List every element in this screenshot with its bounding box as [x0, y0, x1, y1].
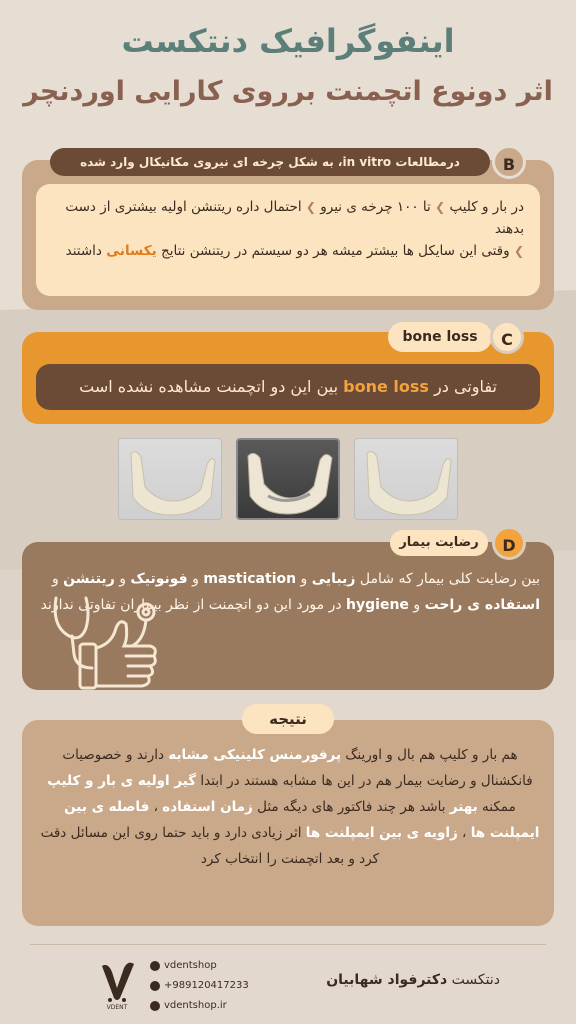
- section-b-text: وقتی این سایکل ها بیشتر میشه هر دو سیستم در ریتنشن نتایج: [161, 243, 510, 259]
- footer-contacts: [150, 956, 260, 1016]
- chevron-left-icon: ❯: [435, 200, 446, 214]
- section-d-letter-badge: D: [492, 526, 526, 560]
- chevron-left-icon: ❯: [305, 200, 316, 214]
- section-c-letter-badge: C: [490, 320, 524, 354]
- section-b-line-2: [52, 240, 524, 262]
- section-d-text: و: [300, 571, 308, 587]
- conclusion-highlight: زمان استفاده: [162, 799, 253, 815]
- section-b-text: تا ۱۰۰ چرخه ی نیرو: [320, 199, 431, 215]
- contact-row-telegram[interactable]: [150, 956, 260, 976]
- section-b-text: در بار و کلیپ: [449, 199, 524, 215]
- section-d-text: بین رضایت کلی بیمار که شامل: [359, 571, 540, 587]
- section-b-highlight: یکسانی: [106, 243, 157, 259]
- phone-number[interactable]: +989120417233: [164, 980, 249, 991]
- section-b-text: احتمال داره ریتنشن اولیه بیشتری از دست بدهند: [65, 199, 524, 237]
- brand-name: دنتکست: [451, 972, 500, 988]
- section-b-content: [36, 184, 540, 296]
- section-c-highlight: bone loss: [343, 377, 429, 396]
- mandible-icon: [118, 439, 221, 520]
- section-c-text: بین این دو اتچمنت مشاهده نشده است: [79, 377, 339, 396]
- conclusion-highlight: فاصله ی بین ایمپلنت ها: [64, 799, 540, 841]
- section-b-letter-badge: B: [492, 145, 526, 179]
- page-subtitle: اثر دونوع اتچمنت برروی کارایی اوردنچر: [23, 76, 553, 107]
- section-c-text: تفاوتی در: [434, 377, 497, 396]
- section-c-heading: bone loss: [388, 322, 492, 352]
- conclusion-text: اثر زیادی دارد و باید حتما روی این مسائل دقت کرد و بعد اتچمنت را انتخاب کرد: [40, 825, 380, 867]
- mandible-with-bar-icon: [236, 440, 338, 520]
- logo-caption: VDENT: [106, 1004, 128, 1011]
- author-name: دکترفواد شهابیان: [326, 972, 448, 988]
- section-c-content: [36, 364, 540, 410]
- page-title: اینفوگرافیک دنتکست: [121, 22, 455, 60]
- section-d-bold: hygiene: [346, 597, 409, 613]
- conclusion-highlight: زاویه ی بین ایمپلنت ها: [305, 825, 458, 841]
- conclusion-highlight: بهتر: [449, 799, 478, 815]
- telegram-handle[interactable]: vdentshop: [164, 960, 217, 971]
- section-b-text: داشتند: [65, 243, 102, 259]
- mandible-image-with-bar: [236, 438, 340, 520]
- mandible-image: [118, 438, 222, 520]
- section-d-bold: فونوتیک: [130, 571, 188, 587]
- conclusion-text: باشد هر چند فاکتور های دیگه مثل: [257, 799, 446, 815]
- conclusion-text: در ابتدا: [200, 773, 240, 789]
- section-d-text: و: [192, 571, 199, 587]
- conclusion-highlight: گیر اولیه ی بار و کلیپ: [47, 773, 197, 789]
- conclusion-text: ،: [462, 825, 467, 841]
- telegram-icon: [150, 961, 160, 971]
- section-d-bold: mastication: [203, 571, 297, 587]
- section-d-text: و: [119, 571, 126, 587]
- conclusion-content: [40, 742, 540, 872]
- website-link[interactable]: vdentshop.ir: [164, 1000, 227, 1011]
- contact-row-website[interactable]: [150, 996, 260, 1016]
- section-d-text: و: [51, 571, 59, 587]
- section-b-heading: درمطالعات in vitro، به شکل چرخه ای نیروی مکانیکال وارد شده: [50, 148, 490, 176]
- conclusion-text: هم بار و کلیپ هم بال و اورینگ: [345, 747, 518, 763]
- footer-brand: [300, 972, 500, 988]
- conclusion-text: دارند و خصوصیات فانکشنال و رضایت بیمار هم در این ها مشابه هستند: [62, 747, 533, 789]
- globe-icon: [150, 1001, 160, 1011]
- section-d-text: در مورد این دو اتچمنت از نظر بیماران تفاوتی ندارند: [40, 597, 342, 613]
- section-d-bold: ریتنشن: [63, 571, 115, 587]
- vdent-logo-icon: [98, 958, 136, 1004]
- mandible-icon: [354, 439, 457, 520]
- footer-divider: [30, 944, 546, 945]
- conclusion-heading: نتیجه: [242, 704, 334, 734]
- section-d-heading: رضایت بیمار: [390, 530, 488, 556]
- conclusion-text: ،: [153, 799, 158, 815]
- conclusion-highlight: پرفورمنس کلینیکی مشابه: [168, 747, 342, 763]
- stethoscope-thumbs-up-icon: [46, 584, 166, 694]
- contact-row-phone[interactable]: [150, 976, 260, 996]
- section-b-line-1: [52, 196, 524, 240]
- section-d-text: و: [413, 597, 421, 613]
- chevron-left-icon: ❯: [513, 244, 524, 258]
- section-d-bold: استفاده ی راحت: [424, 597, 540, 613]
- conclusion-text: ممکنه: [482, 799, 516, 815]
- section-d-bold: زیبایی: [311, 571, 356, 587]
- whatsapp-icon: [150, 981, 160, 991]
- mandible-image: [354, 438, 458, 520]
